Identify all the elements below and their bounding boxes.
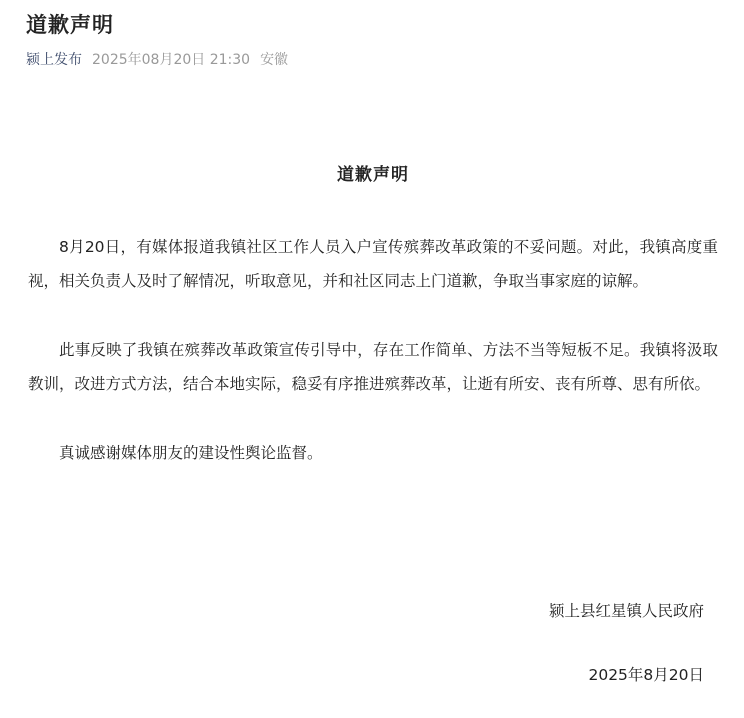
source-link[interactable]: 颍上发布 [26,52,82,68]
statement-heading: 道歉声明 [337,165,409,185]
article-body [28,160,718,505]
publish-datetime: 2025年08月20日 21:30 [92,52,251,68]
signature-date: 2025年8月20日 [588,666,704,684]
article-meta [26,50,724,70]
publish-location: 安徽 [260,52,289,68]
paragraph: 8月20日，有媒体报道我镇社区工作人员入户宣传殡葬改革政策的不妥问题。对此，我镇高度重视，相关负责人及时了解情况，听取意见，并和社区同志上门道歉，争取当事家庭的谅解。 [28,238,718,290]
page-title: 道歉声明 [26,13,114,37]
article-header [26,10,724,70]
signature: 颍上县红星镇人民政府 [548,602,704,620]
paragraph: 真诚感谢媒体朋友的建设性舆论监督。 [59,444,323,462]
paragraph: 此事反映了我镇在殡葬改革政策宣传引导中，存在工作简单、方法不当等短板不足。我镇将汲取教训，改进方式方法，结合本地实际，稳妥有序推进殡葬改革，让逝有所安、丧有所尊、思有所依。 [28,341,718,393]
